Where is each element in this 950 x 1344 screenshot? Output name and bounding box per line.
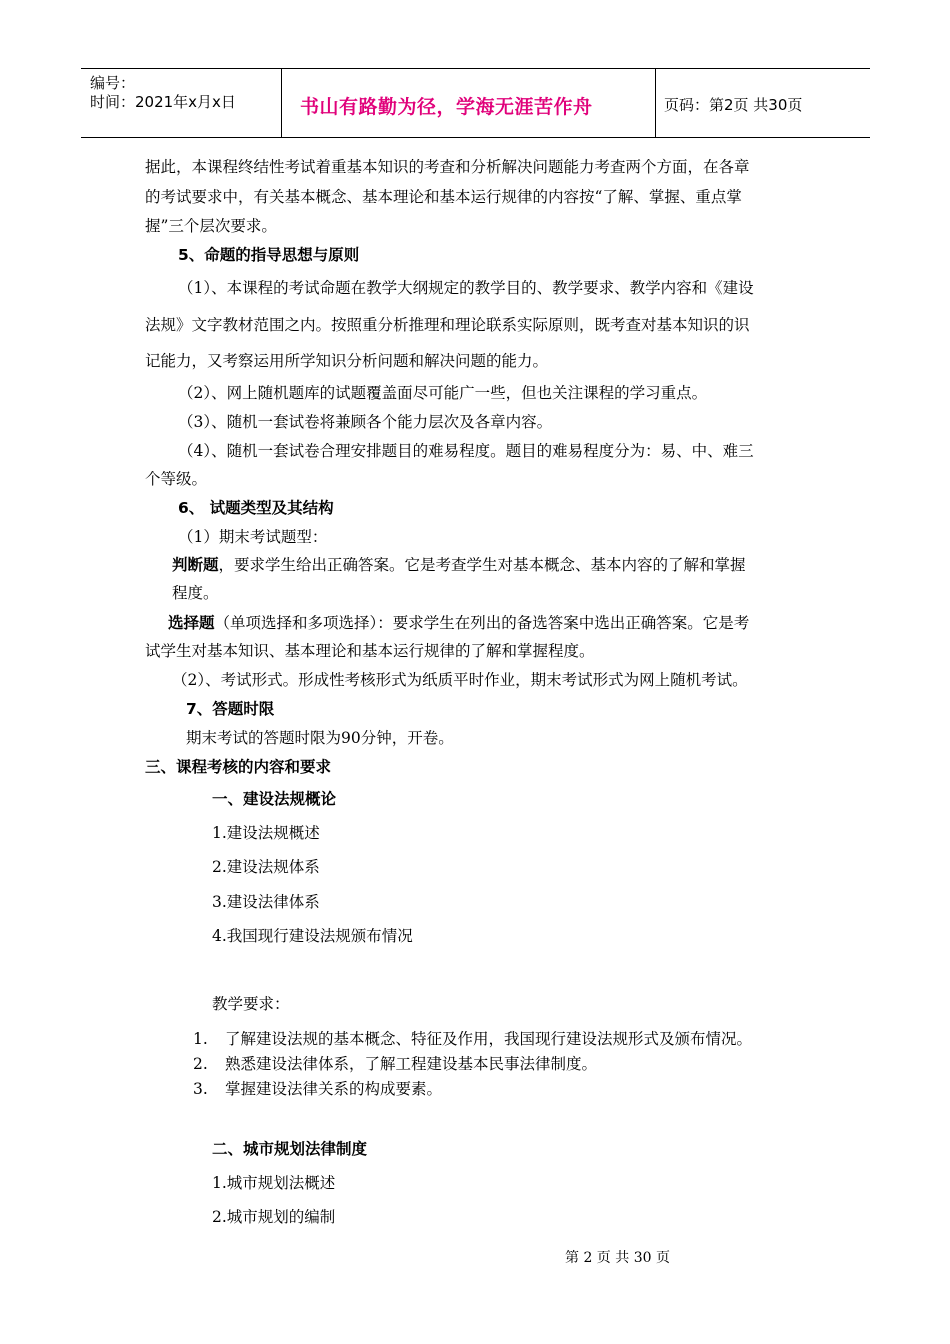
judge-line	[172, 555, 746, 575]
list-item: 3.建设法律体系	[212, 893, 320, 911]
req-number: 3.	[193, 1080, 208, 1098]
chapter-heading: 一、建设法规概论	[212, 790, 337, 808]
list-item: 2.城市规划的编制	[212, 1208, 336, 1226]
chapter-heading: 二、城市规划法律制度	[212, 1140, 368, 1158]
section-heading-7: 7、答题时限	[186, 700, 275, 718]
list-item: 4.我国现行建设法规颁布情况	[212, 927, 413, 945]
list-item: 1.城市规划法概述	[212, 1174, 336, 1192]
req-number: 2.	[193, 1055, 208, 1073]
choice-term: 选择题	[168, 614, 215, 632]
req-text: 掌握建设法律关系的构成要素。	[225, 1080, 443, 1098]
motto: 书山有路勤为径，学海无涯苦作舟	[300, 96, 593, 118]
header-info-cell	[81, 69, 282, 137]
serial-label: 编号：	[90, 74, 136, 92]
list-item: 1.建设法规概述	[212, 824, 320, 842]
date-line: 时间：2021年x月x日	[90, 93, 236, 111]
requirements-title: 教学要求：	[212, 995, 290, 1013]
judge-desc: ，要求学生给出正确答案。它是考查学生对基本概念、基本内容的了解和掌握	[218, 556, 746, 574]
req-text: 了解建设法规的基本概念、特征及作用，我国现行建设法规形式及颁布情况。	[225, 1030, 753, 1048]
page-info: 页码：第2页 共30页	[664, 96, 803, 114]
paragraph-line: （1）、本课程的考试命题在教学大纲规定的教学目的、教学要求、教学内容和《建设	[178, 279, 754, 297]
req-number: 1.	[193, 1030, 208, 1048]
paragraph-line: 个等级。	[145, 470, 208, 488]
choice-line	[168, 613, 749, 633]
req-text: 熟悉建设法律体系，了解工程建设基本民事法律制度。	[225, 1055, 598, 1073]
paragraph-line: （2）、考试形式。形成性考核形式为纸质平时作业，期末考试形式为网上随机考试。	[172, 671, 748, 689]
page-header	[81, 68, 870, 138]
paragraph-line: （4）、随机一套试卷合理安排题目的难易程度。题目的难易程度分为：易、中、难三	[178, 442, 754, 460]
choice-desc: （单项选择和多项选择）：要求学生在列出的备选答案中选出正确答案。它是考	[214, 614, 750, 632]
paragraph-line: （3）、随机一套试卷将兼顾各个能力层次及各章内容。	[178, 413, 553, 431]
paragraph-line: 的考试要求中，有关基本概念、基本理论和基本运行规律的内容按“了解、掌握、重点掌	[145, 188, 742, 206]
section-heading-6: 6、 试题类型及其结构	[178, 499, 334, 517]
paragraph-line: 记能力，又考察运用所学知识分析问题和解决问题的能力。	[145, 352, 549, 370]
paragraph-line: 期末考试的答题时限为90分钟，开卷。	[186, 729, 454, 747]
paragraph-line: （2）、网上随机题库的试题覆盖面尽可能广一些，但也关注课程的学习重点。	[178, 384, 708, 402]
paragraph-line: 试学生对基本知识、基本理论和基本运行规律的了解和掌握程度。	[145, 642, 595, 660]
judge-term: 判断题	[172, 556, 219, 574]
paragraph-line: 法规》文字教材范围之内。按照重分析推理和理论联系实际原则，既考查对基本知识的识	[145, 316, 750, 334]
page-footer: 第 2 页 共 30 页	[565, 1250, 670, 1266]
section-heading-3: 三、课程考核的内容和要求	[145, 758, 332, 776]
header-page-cell	[656, 69, 870, 137]
paragraph-line: 程度。	[172, 584, 219, 602]
paragraph-line: 据此，本课程终结性考试着重基本知识的考查和分析解决问题能力考查两个方面，在各章	[145, 158, 750, 176]
paragraph-line: （1）期末考试题型：	[178, 528, 328, 546]
section-heading-5: 5、命题的指导思想与原则	[178, 246, 360, 264]
list-item: 2.建设法规体系	[212, 858, 320, 876]
header-motto-cell	[282, 69, 656, 137]
paragraph-line: 握”三个层次要求。	[145, 217, 277, 235]
